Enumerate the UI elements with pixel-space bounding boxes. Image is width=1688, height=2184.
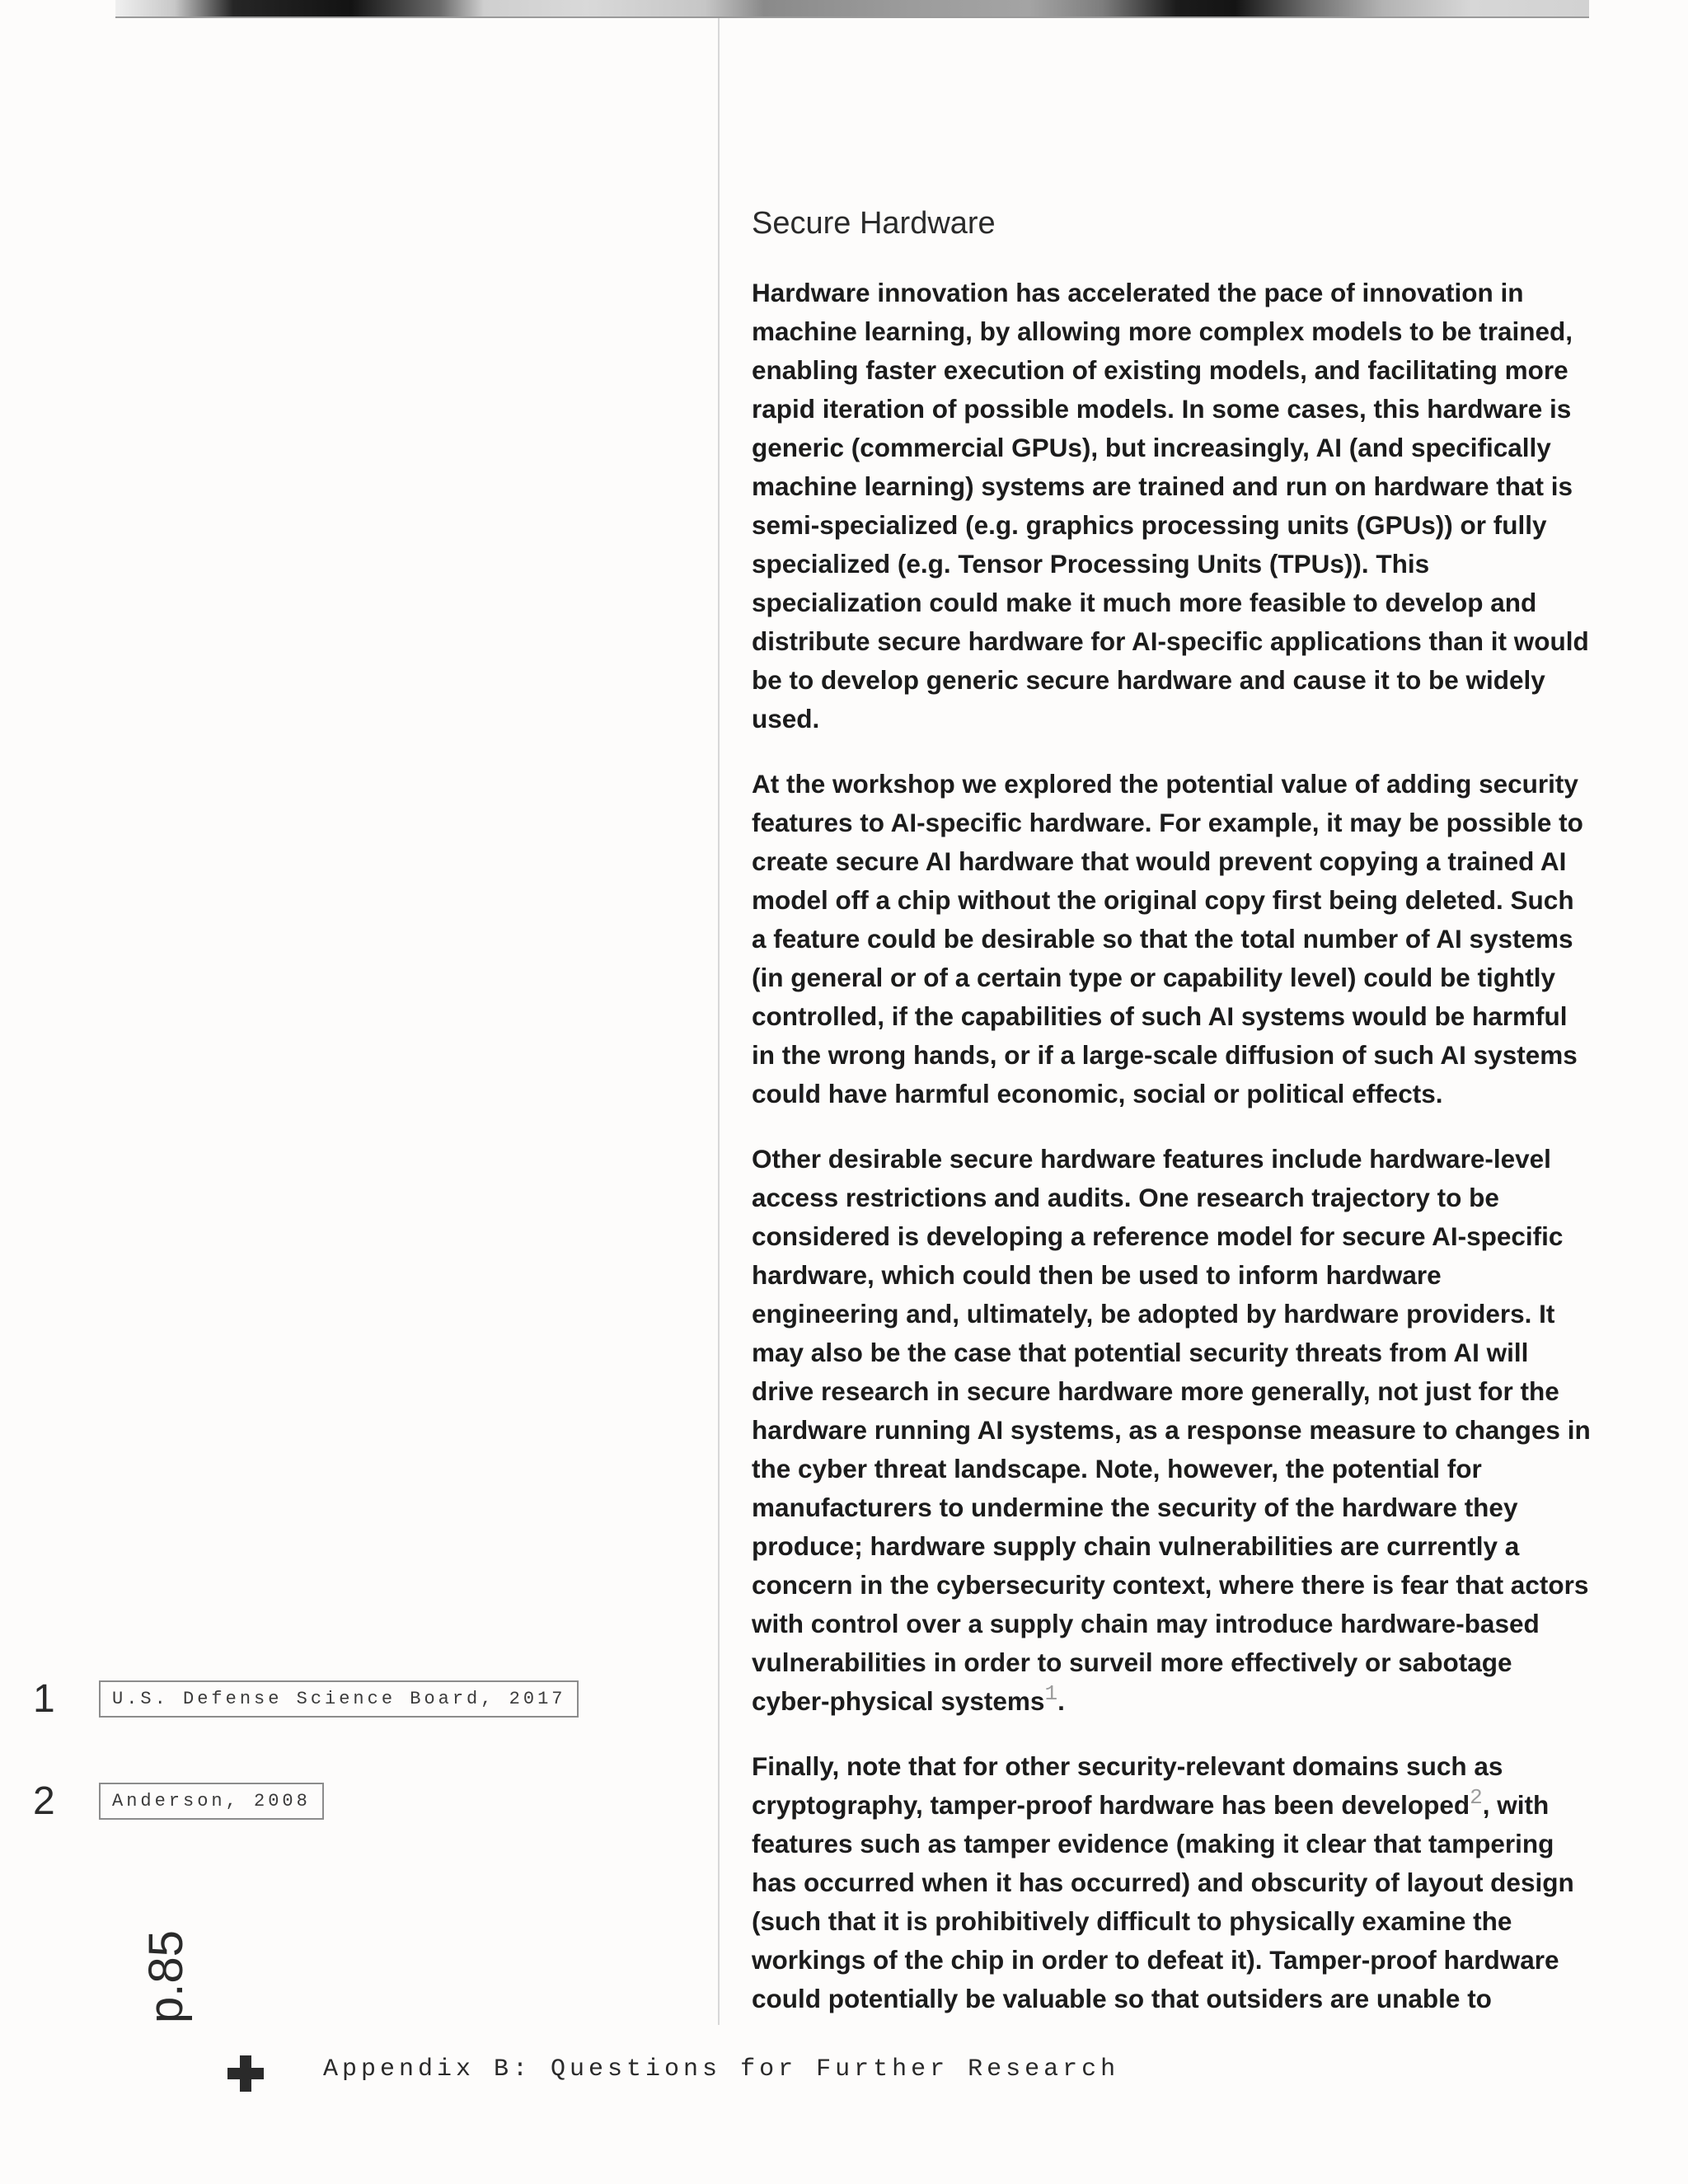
paragraph-3-text: Other desirable secure hardware features include hardware-level access restrictions and audits. One research trajectory to be considered is developing a reference model for secure AI-specific hardware, which could then be used to inform hardware engineering and, ultimately, be adopted by hardware providers. It may also be the case that potential security threats from AI will drive research in secure hardware more generally, not just for the hardware running AI systems, as a response measure to changes in the cyber threat landscape. Note, however, the potential for manufacturers to undermine the security of the hardware they produce; hardware supply chain vulnerabilities are currently a concern in the cybersecurity context, where there is fear that actors with control over a supply chain may introduce hardware-based vulnerabilities in order to surveil more effectively or sabotage cyber-physical systems bbox=[752, 1144, 1591, 1716]
paragraph-4-text: Finally, note that for other security-relevant domains such as cryptography, tamper-proof hardware has been developed bbox=[752, 1751, 1503, 1820]
paragraph-4 bbox=[752, 1747, 1591, 2018]
footnote-citation: Anderson, 2008 bbox=[99, 1783, 324, 1820]
column-divider bbox=[718, 18, 720, 2025]
plus-icon bbox=[227, 2055, 264, 2092]
paragraph-4-tail: , with features such as tamper evidence (making it clear that tampering has occurred when it has occurred) and obscurity of layout design (such that it is prohibitively difficult to physically examine the workings of the chip in order to defeat it). Tamper-proof hardware could potentially be valuable so that outsiders are unable to bbox=[752, 1790, 1574, 2013]
section-title: Secure Hardware bbox=[752, 206, 996, 241]
paragraph-3-tail: . bbox=[1057, 1686, 1065, 1716]
footnote-ref-2[interactable]: 2 bbox=[1470, 1785, 1483, 1810]
paragraph-3 bbox=[752, 1140, 1591, 1721]
header-gradient-bar bbox=[115, 0, 1589, 18]
footnote-number: 2 bbox=[33, 1779, 55, 1823]
page-number: p.85 bbox=[139, 1930, 193, 2023]
footer-section-label: Appendix B: Questions for Further Research bbox=[323, 2055, 1120, 2083]
paragraph-2: At the workshop we explored the potential value of adding security features to AI-specific hardware. For example, it may be possible to create secure AI hardware that would prevent copying a trained AI model off a chip without the original copy first being deleted. Such a feature could be desirable so that the total number of AI systems (in general or of a certain type or capability level) could be tightly controlled, if the capabilities of such AI systems would be harmful in the wrong hands, or if a large-scale diffusion of such AI systems could have harmful economic, social or political effects. bbox=[752, 769, 1583, 1108]
footnote-ref-1[interactable]: 1 bbox=[1044, 1681, 1058, 1706]
footnote-citation: U.S. Defense Science Board, 2017 bbox=[99, 1680, 579, 1718]
footnote-2 bbox=[33, 1779, 324, 1824]
footnote-1 bbox=[33, 1676, 579, 1722]
footnote-number: 1 bbox=[33, 1677, 55, 1721]
main-text-column bbox=[752, 274, 1591, 2045]
paragraph-1: Hardware innovation has accelerated the pace of innovation in machine learning, by allowing more complex models to be trained, enabling faster execution of existing models, and facilitating more rapid iteration of possible models. In some cases, this hardware is generic (commercial GPUs), but increasingly, AI (and specifically machine learning) systems are trained and run on hardware that is semi-specialized (e.g. graphics processing units (GPUs)) or fully specialized (e.g. Tensor Processing Units (TPUs)). This specialization could make it much more feasible to develop and distribute secure hardware for AI-specific applications than it would be to develop generic secure hardware and cause it to be widely used. bbox=[752, 278, 1589, 733]
